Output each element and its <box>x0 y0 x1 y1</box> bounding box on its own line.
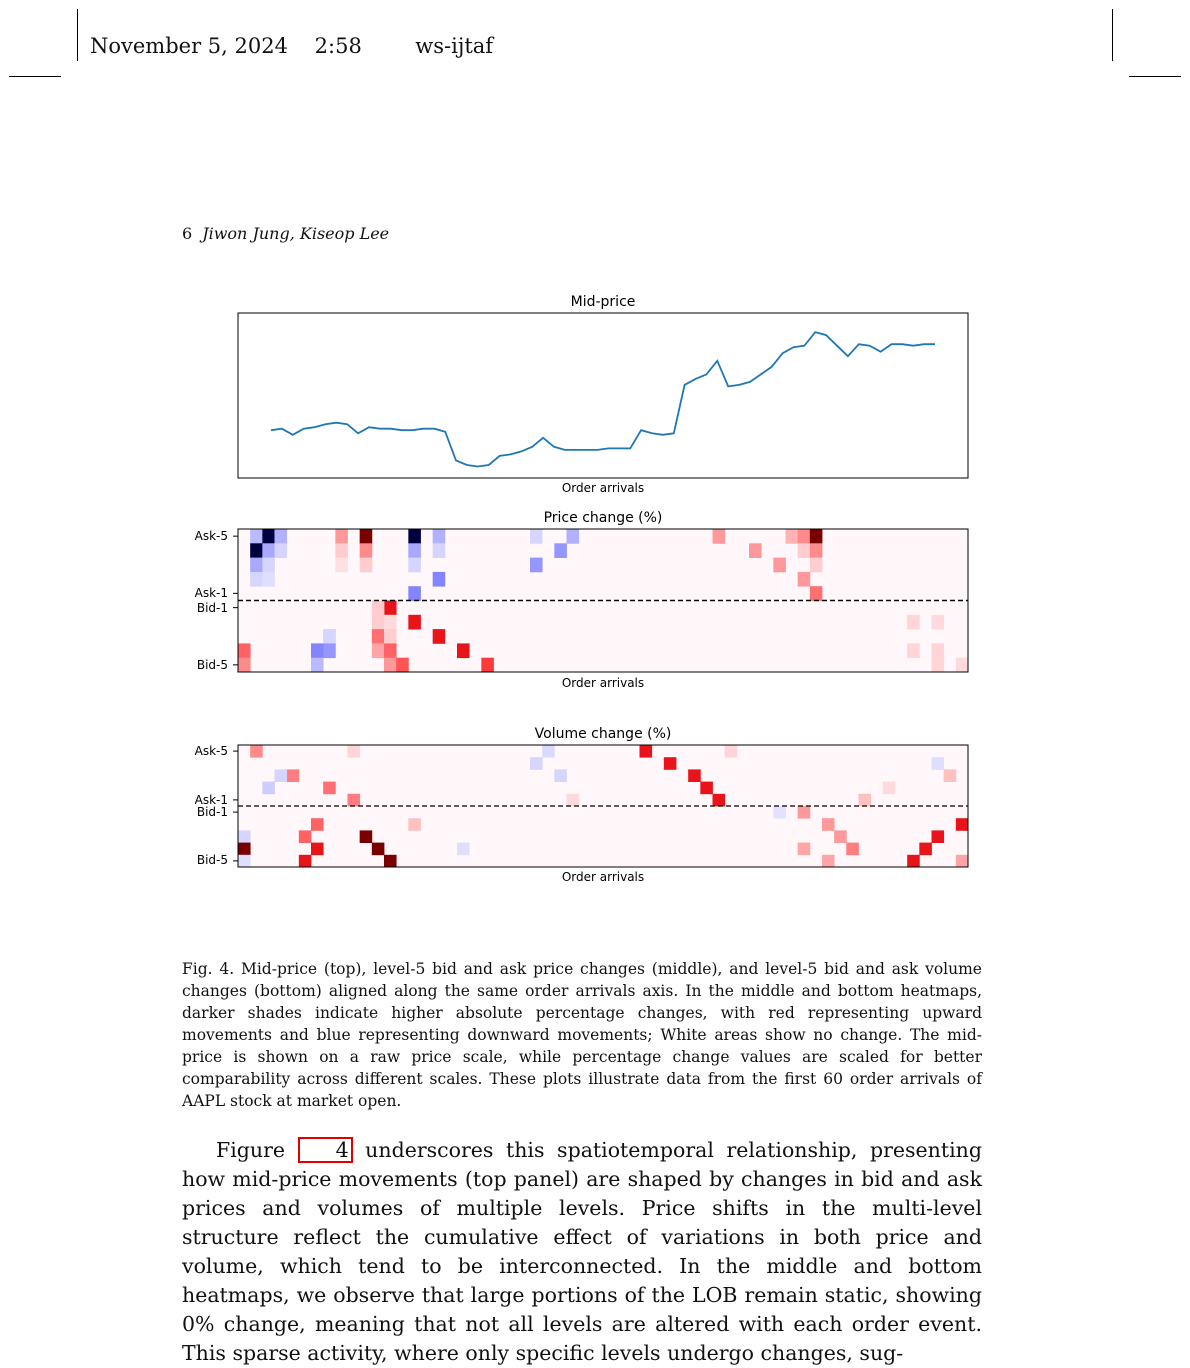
heatmap-cell <box>335 543 348 558</box>
heatmap-cell <box>287 769 300 782</box>
heatmap-cell <box>907 615 920 630</box>
heatmap-cell <box>250 572 263 587</box>
heatmap-cell <box>384 643 397 658</box>
heatmap-cell <box>457 643 470 658</box>
heatmap-cell <box>299 830 312 843</box>
heatmap-cell <box>408 818 421 831</box>
heatmap-cell <box>798 543 811 558</box>
row-label: Bid-5 <box>196 658 228 672</box>
heatmap-cell <box>323 643 336 658</box>
heatmap-cell <box>250 745 263 758</box>
volume-change-heatmap <box>195 726 969 884</box>
header-time: 2:58 <box>314 34 362 58</box>
heatmap-cell <box>725 745 738 758</box>
price-change-title: Price change (%) <box>543 510 663 526</box>
price-change-heatmap <box>195 510 969 690</box>
heatmap-cell <box>567 794 580 807</box>
heatmap-cell <box>360 830 373 843</box>
heatmap-cell <box>530 757 543 770</box>
heatmap-cell <box>956 818 969 831</box>
heatmap-cell <box>238 643 251 658</box>
heatmap-cell <box>335 529 348 544</box>
heatmap-cell <box>554 543 567 558</box>
row-label: Ask-1 <box>194 793 228 807</box>
heatmap-cell <box>810 558 823 573</box>
heatmap-cell <box>798 529 811 544</box>
heatmap-cell <box>530 558 543 573</box>
header-journal: ws-ijtaf <box>415 34 494 58</box>
row-label: Ask-5 <box>194 744 228 758</box>
heatmap-cell <box>846 843 859 856</box>
heatmap-cell <box>250 543 263 558</box>
heatmap-cell <box>749 543 762 558</box>
heatmap-cell <box>932 658 945 673</box>
mid-price-xlabel: Order arrivals <box>561 481 645 495</box>
volume-change-title: Volume change (%) <box>534 726 672 742</box>
heatmap-cell <box>250 529 263 544</box>
heatmap-cell <box>433 572 446 587</box>
volume-change-row-labels <box>195 744 238 867</box>
heatmap-cell <box>688 769 701 782</box>
heatmap-cell <box>262 572 275 587</box>
heatmap-cell <box>384 629 397 644</box>
heatmap-cell <box>408 586 421 601</box>
row-label: Bid-5 <box>196 853 228 867</box>
header-date: November 5, 2024 <box>90 34 288 58</box>
heatmap-cell <box>262 782 275 795</box>
price-change-xlabel: Order arrivals <box>561 676 645 690</box>
row-label: Ask-5 <box>194 529 228 543</box>
heatmap-cell <box>262 529 275 544</box>
heatmap-cell <box>384 601 397 616</box>
heatmap-cell <box>932 757 945 770</box>
heatmap-cell <box>773 806 786 819</box>
heatmap-cell <box>919 843 932 856</box>
heatmap-cell <box>944 769 957 782</box>
heatmap-cell <box>360 558 373 573</box>
mid-price-title: Mid-price <box>570 294 636 310</box>
heatmap-cell <box>433 629 446 644</box>
heatmap-cell <box>883 782 896 795</box>
heatmap-cell <box>907 643 920 658</box>
heatmap-cell <box>372 643 385 658</box>
heatmap-cell <box>348 745 361 758</box>
heatmap-cell <box>299 855 312 868</box>
heatmap-cell <box>433 529 446 544</box>
heatmap-cell <box>956 658 969 673</box>
heatmap-cell <box>262 558 275 573</box>
heatmap-cell <box>238 843 251 856</box>
heatmap-cell <box>311 658 324 673</box>
running-authors: Jiwon Jung, Kiseop Lee <box>202 224 390 243</box>
heatmap-cell <box>238 855 251 868</box>
heatmap-cell <box>664 757 677 770</box>
heatmap-cell <box>481 658 494 673</box>
heatmap-cell <box>275 543 288 558</box>
mid-price-frame <box>238 313 968 478</box>
price-change-row-labels <box>195 529 238 672</box>
heatmap-cell <box>396 658 409 673</box>
heatmap-cell <box>798 806 811 819</box>
heatmap-cell <box>956 855 969 868</box>
heatmap-cell <box>238 658 251 673</box>
heatmap-cell <box>786 529 799 544</box>
heatmap-cell <box>311 818 324 831</box>
heatmap-cell <box>907 855 920 868</box>
heatmap-cell <box>859 794 872 807</box>
row-label: Bid-1 <box>196 601 228 615</box>
heatmap-cell <box>372 615 385 630</box>
heatmap-cell <box>384 855 397 868</box>
heatmap-cell <box>323 629 336 644</box>
heatmap-cell <box>834 830 847 843</box>
heatmap-cell <box>408 543 421 558</box>
body-paragraph <box>182 1136 982 1368</box>
heatmap-cell <box>384 615 397 630</box>
heatmap-cell <box>457 843 470 856</box>
heatmap-cell <box>311 643 324 658</box>
heatmap-cell <box>360 529 373 544</box>
heatmap-cell <box>932 615 945 630</box>
heatmap-cell <box>408 615 421 630</box>
heatmap-cell <box>335 558 348 573</box>
heatmap-cell <box>810 529 823 544</box>
heatmap-cell <box>275 769 288 782</box>
heatmap-cell <box>932 643 945 658</box>
heatmap-cell <box>372 601 385 616</box>
heatmap-cell <box>713 529 726 544</box>
heatmap-cell <box>433 543 446 558</box>
heatmap-cell <box>542 745 555 758</box>
heatmap-cell <box>810 586 823 601</box>
mid-price-chart <box>238 294 968 495</box>
heatmap-cell <box>713 794 726 807</box>
heatmap-cell <box>238 830 251 843</box>
heatmap-cell <box>798 843 811 856</box>
heatmap-cell <box>408 529 421 544</box>
body-text-rest: underscores this spatiotemporal relationship, presenting how mid-price movements (top panel) are shaped by changes in bid and ask prices and volumes of multiple levels. Price shifts in the multi-level structure reflect the cumulative effect of variations in both price and volume, which tend to be interconnected. In the middle and bottom heatmaps, we observe that large portions of the LOB remain static, showing 0% change, meaning that not all levels are altered with each order event. This sparse activity, where only specific levels undergo changes, sug- <box>182 1138 982 1365</box>
heatmap-cell <box>932 830 945 843</box>
heatmap-cell <box>360 543 373 558</box>
heatmap-cell <box>822 818 835 831</box>
heatmap-cell <box>554 769 567 782</box>
heatmap-cell <box>323 782 336 795</box>
row-label: Bid-1 <box>196 805 228 819</box>
heatmap-cell <box>567 529 580 544</box>
heatmap-cell <box>408 558 421 573</box>
figure-reference-link[interactable]: 4 <box>298 1137 353 1163</box>
heatmap-cell <box>275 529 288 544</box>
heatmap-cell <box>348 794 361 807</box>
heatmap-cell <box>773 558 786 573</box>
page-number: 6 <box>182 224 193 243</box>
heatmap-cell <box>262 543 275 558</box>
body-text-start: Figure <box>216 1138 298 1162</box>
heatmap-cell <box>700 782 713 795</box>
heatmap-cell <box>311 843 324 856</box>
heatmap-cell <box>822 855 835 868</box>
heatmap-cell <box>372 843 385 856</box>
heatmap-cell <box>798 572 811 587</box>
figure-caption: Fig. 4. Mid-price (top), level-5 bid and ask price changes (middle), and level-5 bid and ask volume changes (bottom) aligned along the same order arrivals axis. In the middle and bottom heatmaps, darker shades indicate higher absolute percentage changes, with red representing upward movements and blue representing downward movements; White areas show no change. The mid-price is shown on a raw price scale, while percentage change values are scaled for better comparability across different scales. These plots illustrate data from the first 60 order arrivals of AAPL stock at market open. <box>182 960 982 1110</box>
heatmap-cell <box>530 529 543 544</box>
heatmap-cell <box>250 558 263 573</box>
heatmap-cell <box>810 543 823 558</box>
heatmap-cell <box>640 745 653 758</box>
heatmap-cell <box>372 629 385 644</box>
volume-change-xlabel: Order arrivals <box>561 870 645 884</box>
row-label: Ask-1 <box>194 586 228 600</box>
heatmap-cell <box>384 658 397 673</box>
